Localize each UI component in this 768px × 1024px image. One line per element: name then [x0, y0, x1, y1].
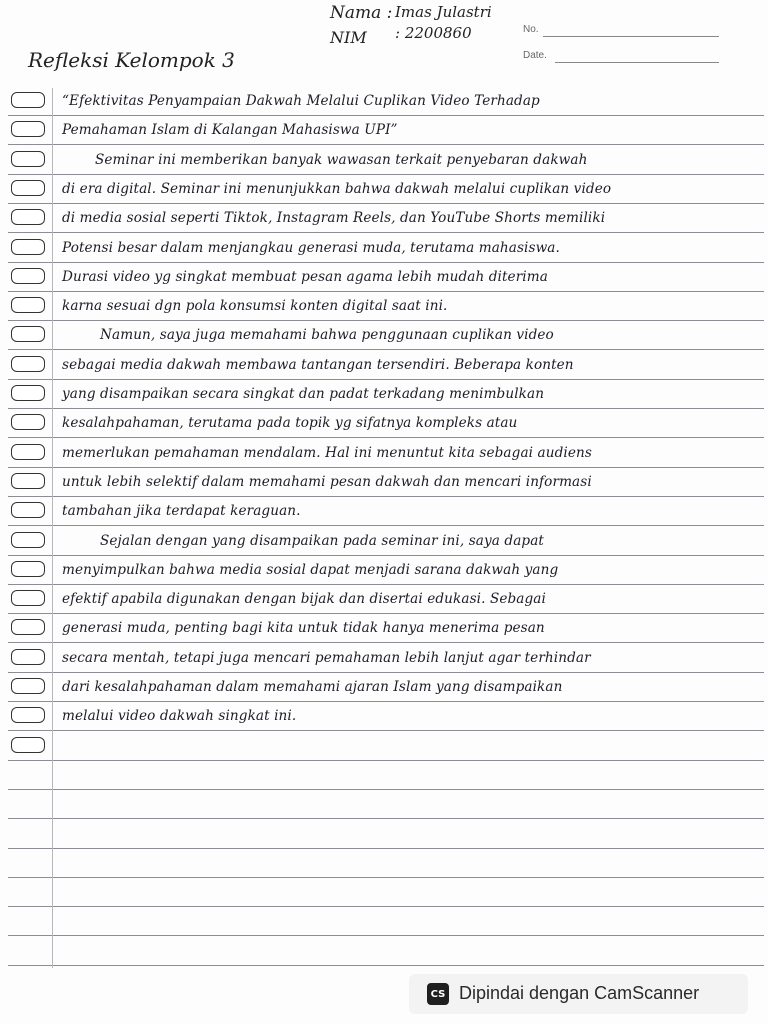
ruled-line	[8, 877, 764, 878]
ruled-line	[8, 232, 764, 233]
binder-hole	[11, 473, 45, 489]
ruled-line	[8, 437, 764, 438]
binder-hole	[11, 180, 45, 196]
date-label: Date.	[523, 50, 547, 61]
ruled-line	[8, 701, 764, 702]
date-fill-line	[555, 62, 719, 63]
text-line: Namun, saya juga memahami bahwa penggunaan cuplikan video	[100, 327, 554, 344]
binder-hole	[11, 356, 45, 372]
binder-hole	[11, 385, 45, 401]
binder-hole	[11, 707, 45, 723]
ruled-line	[8, 525, 764, 526]
ruled-line	[8, 906, 764, 907]
ruled-line	[8, 730, 764, 731]
text-line: karna sesuai dgn pola konsumsi konten digital saat ini.	[62, 298, 448, 315]
ruled-line	[8, 848, 764, 849]
binder-hole	[11, 678, 45, 694]
text-line: dari kesalahpahaman dalam memahami ajaran Islam yang disampaikan	[62, 679, 563, 695]
ruled-line	[8, 291, 764, 292]
ruled-line	[8, 408, 764, 409]
ruled-line	[8, 203, 764, 204]
margin-line	[52, 88, 53, 968]
text-line: di era digital. Seminar ini menunjukkan bahwa dakwah melalui cuplikan video	[62, 180, 612, 197]
binder-hole	[11, 209, 45, 225]
text-line: kesalahpahaman, terutama pada topik yg sifatnya kompleks atau	[62, 415, 518, 432]
binder-hole	[11, 151, 45, 167]
text-line: efektif apabila digunakan dengan bijak dan disertai edukasi. Sebagai	[62, 591, 546, 608]
text-line: untuk lebih selektif dalam memahami pesan dakwah dan mencari informasi	[62, 473, 592, 490]
binder-hole	[11, 444, 45, 460]
binder-hole	[11, 326, 45, 342]
text-line: melalui video dakwah singkat ini.	[62, 708, 297, 725]
text-line: Durasi video yg singkat membuat pesan agama lebih mudah diterima	[62, 268, 548, 285]
ruled-line	[8, 642, 764, 643]
ruled-line	[8, 115, 764, 116]
ruled-line	[8, 584, 764, 585]
ruled-line	[8, 965, 764, 966]
ruled-line	[8, 262, 764, 263]
ruled-line	[8, 496, 764, 497]
binder-hole	[11, 239, 45, 255]
ruled-line	[8, 672, 764, 673]
text-line: generasi muda, penting bagi kita untuk tidak hanya menerima pesan	[62, 620, 545, 637]
ruled-line	[8, 320, 764, 321]
binder-hole	[11, 649, 45, 665]
camscanner-icon: CS	[427, 983, 449, 1005]
ruled-line	[8, 379, 764, 380]
ruled-line	[8, 144, 764, 145]
binder-hole	[11, 619, 45, 635]
ruled-line	[8, 818, 764, 819]
text-line: secara mentah, tetapi juga mencari pemahaman lebih lanjut agar terhindar	[62, 649, 591, 666]
text-line: Seminar ini memberikan banyak wawasan terkait penyebaran dakwah	[95, 151, 588, 168]
nim-label: NIM	[330, 28, 367, 47]
text-line: menyimpulkan bahwa media sosial dapat menjadi sarana dakwah yang	[62, 561, 559, 578]
nim-value: : 2200860	[395, 24, 472, 42]
binder-hole	[11, 92, 45, 108]
binder-hole	[11, 414, 45, 430]
ruled-line	[8, 760, 764, 761]
text-line: memerlukan pemahaman mendalam. Hal ini menuntut kita sebagai audiens	[62, 444, 592, 461]
binder-hole	[11, 268, 45, 284]
no-label: No.	[523, 24, 539, 35]
binder-hole	[11, 532, 45, 548]
ruled-line	[8, 613, 764, 614]
name-value: Imas Julastri	[395, 3, 492, 21]
binder-hole	[11, 121, 45, 137]
binder-hole	[11, 737, 45, 753]
page-title: Refleksi Kelompok 3	[28, 48, 235, 72]
text-line: sebagai media dakwah membawa tantangan tersendiri. Beberapa konten	[62, 356, 574, 373]
ruled-line	[8, 467, 764, 468]
ruled-line	[8, 789, 764, 790]
text-line: yang disampaikan secara singkat dan padat terkadang menimbulkan	[62, 386, 545, 402]
binder-hole	[11, 590, 45, 606]
name-label: Nama :	[330, 3, 393, 23]
ruled-line	[8, 174, 764, 175]
text-line: tambahan jika terdapat keraguan.	[62, 503, 301, 520]
binder-hole	[11, 297, 45, 313]
ruled-line	[8, 349, 764, 350]
ruled-line	[8, 555, 764, 556]
no-fill-line	[543, 36, 719, 37]
text-line: Potensi besar dalam menjangkau generasi muda, terutama mahasiswa.	[62, 239, 560, 256]
text-line: di media sosial seperti Tiktok, Instagram Reels, dan YouTube Shorts memiliki	[62, 210, 606, 227]
text-line: Pemahaman Islam di Kalangan Mahasiswa UPI”	[62, 122, 398, 139]
text-line: “Efektivitas Penyampaian Dakwah Melalui Cuplikan Video Terhadap	[62, 93, 540, 109]
binder-hole	[11, 502, 45, 518]
ruled-line	[8, 935, 764, 936]
text-line: Sejalan dengan yang disampaikan pada seminar ini, saya dapat	[100, 532, 544, 549]
binder-hole	[11, 561, 45, 577]
camscanner-label: Dipindai dengan CamScanner	[459, 983, 700, 1003]
